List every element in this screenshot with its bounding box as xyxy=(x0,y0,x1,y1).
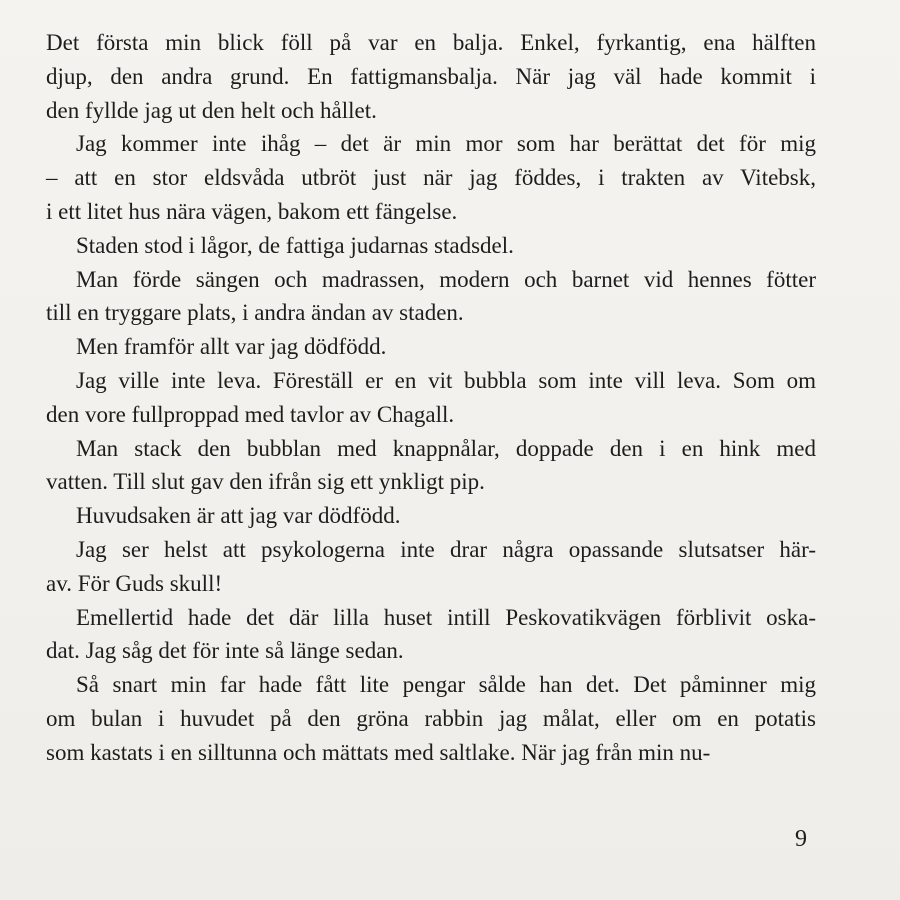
paragraph xyxy=(46,127,816,228)
page-number: 9 xyxy=(795,826,807,852)
text-line: den fyllde jag ut den helt och hållet. xyxy=(46,97,377,123)
text-line: Jag kommer inte ihåg – det är min mor som har berättat det för mig xyxy=(76,131,816,157)
paragraph xyxy=(46,499,816,533)
text-line: dat. Jag såg det för inte så länge sedan. xyxy=(46,638,404,664)
text-line: Jag ville inte leva. Föreställ er en vit bubbla som inte vill leva. Som om xyxy=(76,367,816,393)
text-line: Men framför allt var jag dödfödd. xyxy=(76,334,387,360)
text-line: – att en stor eldsvåda utbröt just när jag föddes, i trakten av Vitebsk, xyxy=(46,165,816,191)
paragraph xyxy=(46,26,816,127)
text-line: av. För Guds skull! xyxy=(46,570,223,596)
text-line: djup, den andra grund. En fattigmansbalja. När jag väl hade kommit i xyxy=(46,63,816,89)
text-line: Så snart min far hade fått lite pengar sålde han det. Det påminner mig xyxy=(76,672,816,698)
text-line: Det första min blick föll på var en balja. Enkel, fyrkantig, ena hälften xyxy=(46,30,816,55)
text-line: Man stack den bubblan med knappnålar, doppade den i en hink med xyxy=(76,435,816,461)
paragraph xyxy=(46,668,816,769)
text-line: Emellertid hade det där lilla huset intill Peskovatikvägen förblivit oska- xyxy=(76,604,816,630)
paragraph xyxy=(46,533,816,601)
paragraph xyxy=(46,601,816,669)
paragraph xyxy=(46,330,816,364)
text-line: i ett litet hus nära vägen, bakom ett fängelse. xyxy=(46,198,458,224)
paragraph xyxy=(46,229,816,263)
paragraph xyxy=(46,432,816,500)
text-line: vatten. Till slut gav den ifrån sig ett ynkligt pip. xyxy=(46,469,485,495)
paragraph xyxy=(46,364,816,432)
body-text xyxy=(46,26,816,770)
text-line: Huvudsaken är att jag var dödfödd. xyxy=(76,503,401,529)
text-line: den vore fullproppad med tavlor av Chagall. xyxy=(46,401,455,427)
text-line: Man förde sängen och madrassen, modern och barnet vid hennes fötter xyxy=(76,266,816,292)
text-line: om bulan i huvudet på den gröna rabbin jag målat, eller om en potatis xyxy=(46,705,816,731)
text-line: som kastats i en silltunna och mättats med saltlake. När jag från min nu- xyxy=(46,739,711,765)
text-line: Jag ser helst att psykologerna inte drar några opassande slutsatser här- xyxy=(76,536,816,562)
text-line: till en tryggare plats, i andra ändan av staden. xyxy=(46,300,464,326)
text-line: Staden stod i lågor, de fattiga judarnas stadsdel. xyxy=(76,232,514,258)
paragraph xyxy=(46,263,816,331)
